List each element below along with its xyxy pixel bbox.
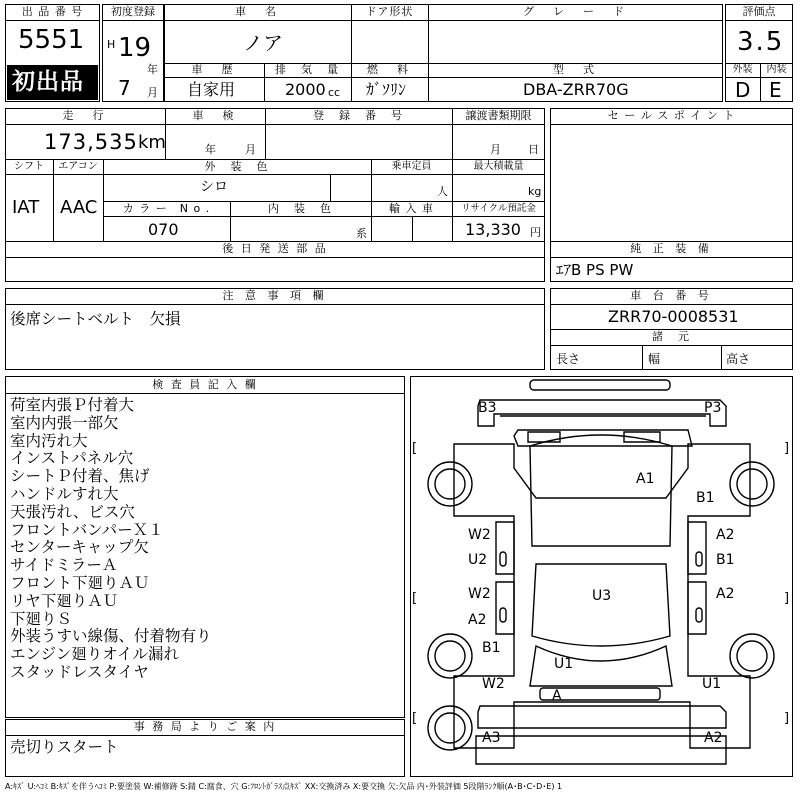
damage-mark-u1a: U1 bbox=[554, 656, 574, 672]
displacement-label: 排 気 量 bbox=[275, 63, 340, 76]
svg-text:]: ] bbox=[784, 591, 790, 606]
inspector-line: エンジン廻りオイル漏れ bbox=[10, 645, 179, 664]
damage-mark-u3: U3 bbox=[592, 588, 612, 604]
first-listing-text: 初出品 bbox=[12, 69, 84, 95]
svg-text:[: [ bbox=[412, 711, 418, 726]
first-reg-year: 19 bbox=[118, 33, 152, 63]
transfer-month-unit: 月 bbox=[490, 143, 501, 156]
interior-grade-label: 内装 bbox=[766, 64, 787, 75]
office-value: 売切りスタート bbox=[10, 738, 119, 756]
later-parts-label: 後 日 発 送 部 品 bbox=[222, 242, 328, 255]
damage-mark-u2: U2 bbox=[468, 552, 488, 568]
max-load-label: 最大積載量 bbox=[473, 161, 524, 172]
sales-point-label: セ ー ル ス ポ イ ン ト bbox=[607, 109, 736, 122]
spec-width: 幅 bbox=[648, 352, 661, 366]
damage-mark-b1c: B1 bbox=[482, 640, 501, 656]
specs-label: 諸 元 bbox=[652, 330, 691, 343]
inspector-line: サイドミラーＡ bbox=[10, 556, 118, 575]
inspector-line: リヤ下廻りＡＵ bbox=[10, 591, 119, 610]
office-label: 事 務 局 よ り ご 案 内 bbox=[133, 720, 277, 733]
shift-value: IAT bbox=[12, 197, 40, 218]
first-reg-month: 7 bbox=[118, 76, 131, 100]
sales-point-box bbox=[550, 108, 793, 242]
chassis-value: ZRR70-0008531 bbox=[608, 307, 739, 326]
damage-mark-b3: B3 bbox=[478, 400, 497, 416]
damage-mark-a1: A1 bbox=[636, 471, 655, 487]
fuel-value: ｶﾞｿﾘﾝ bbox=[366, 80, 407, 99]
era-label: H bbox=[107, 38, 116, 51]
inspector-line: インストパネル穴 bbox=[10, 449, 134, 468]
inspection-year-unit: 年 bbox=[205, 143, 216, 156]
vehicle-info-box bbox=[5, 108, 545, 242]
color-no-label: カ ラ ー N o . bbox=[122, 202, 211, 215]
inspector-line: 下廻りＳ bbox=[10, 609, 73, 628]
damage-mark-a2b: A2 bbox=[468, 612, 487, 628]
first-reg-label: 初度登録 bbox=[111, 5, 155, 18]
score-label: 評価点 bbox=[742, 5, 776, 18]
recycle-unit: 円 bbox=[530, 226, 541, 239]
max-load-unit: kg bbox=[528, 185, 542, 198]
exterior-grade-label: 外装 bbox=[732, 64, 753, 75]
damage-mark-p3: P3 bbox=[704, 400, 722, 416]
color-no-value: 070 bbox=[148, 220, 179, 239]
inspector-line: 天張汚れ、ビス穴 bbox=[10, 502, 135, 521]
inspector-line: 荷室内張Ｐ付着大 bbox=[10, 396, 135, 414]
diagram-marks bbox=[410, 376, 793, 777]
aircon-value: AAC bbox=[60, 197, 98, 218]
damage-mark-a2c: A2 bbox=[716, 586, 735, 602]
first-reg-month-unit: 月 bbox=[147, 86, 158, 99]
lot-label: 出 品 番 号 bbox=[21, 5, 84, 18]
recycle-value: 13,330 bbox=[465, 220, 521, 239]
inspector-line: ハンドルすれ大 bbox=[10, 485, 119, 503]
inspector-line: センターキャップ欠 bbox=[10, 538, 149, 557]
damage-mark-b1r: B1 bbox=[696, 490, 715, 506]
notes-label: 注 意 事 項 欄 bbox=[222, 289, 328, 302]
model-label: 型 式 bbox=[553, 63, 598, 76]
recycle-label: リサイクル預託金 bbox=[461, 203, 536, 214]
grade-label: グ レ ー ド bbox=[523, 5, 628, 18]
mileage-label: 走 行 bbox=[62, 109, 108, 122]
displacement-value: 2000 bbox=[285, 80, 326, 99]
transfer-docs-label: 譲渡書類期限 bbox=[465, 109, 532, 122]
ext-color-value: シロ bbox=[200, 179, 228, 195]
spec-height: 高さ bbox=[726, 352, 751, 366]
capacity-unit: 人 bbox=[437, 185, 448, 198]
svg-text:[: [ bbox=[412, 441, 418, 456]
damage-mark-a2a: A2 bbox=[716, 527, 735, 543]
inspection-label: 車 検 bbox=[192, 109, 238, 122]
interior-grade: E bbox=[769, 78, 782, 102]
legend: A:ｷｽﾞ U:ﾍｺﾐ B:ｷｽﾞを伴うﾍｺﾐ P:要塗装 W:補修跡 S:錆 C:腐食、穴 G:ﾌﾛﾝﾄｶﾞﾗｽ点ｷｽﾞ XX:交換済み X:要交換 欠:欠品 内･外装評価 5段階ﾗﾝｸ順(A･B･C･D･E) 1 bbox=[5, 782, 563, 791]
svg-text:[: [ bbox=[412, 591, 418, 606]
car-name: ノア bbox=[243, 31, 283, 55]
exterior-grade: D bbox=[735, 78, 751, 102]
inspector-line: 室内汚れ大 bbox=[10, 431, 88, 450]
mileage-unit: km bbox=[138, 132, 166, 153]
fuel-label: 燃 料 bbox=[367, 63, 412, 76]
svg-text:]: ] bbox=[784, 711, 790, 726]
aircon-label: エアコン bbox=[58, 161, 98, 172]
model-value: DBA-ZRR70G bbox=[523, 80, 629, 99]
inspection-month-unit: 月 bbox=[245, 143, 256, 156]
capacity-label: 乗車定員 bbox=[391, 161, 432, 172]
car-name-label: 車 名 bbox=[235, 5, 280, 18]
transfer-day-unit: 日 bbox=[528, 143, 539, 156]
damage-mark-w2a: W2 bbox=[468, 527, 491, 543]
inspector-line: 外装うすい線傷、付着物有り bbox=[10, 627, 212, 646]
mileage-value: 173,535 bbox=[44, 130, 138, 154]
spec-length: 長さ bbox=[556, 352, 581, 366]
history-value: 自家用 bbox=[187, 80, 236, 99]
damage-mark-plate: A bbox=[552, 688, 562, 704]
inspector-line: フロント下廻りＡＵ bbox=[10, 574, 150, 592]
damage-mark-w2b: W2 bbox=[468, 586, 491, 602]
damage-mark-w2c: W2 bbox=[482, 676, 505, 692]
svg-text:]: ] bbox=[784, 441, 790, 456]
inspector-line: シートＰ付着、焦げ bbox=[10, 467, 150, 486]
score-value: 3.5 bbox=[737, 27, 785, 57]
int-color-label: 内 装 色 bbox=[268, 202, 333, 215]
history-label: 車 歴 bbox=[191, 63, 237, 76]
inspector-line: スタッドレスタイヤ bbox=[10, 663, 149, 681]
first-reg-year-unit: 年 bbox=[147, 63, 158, 76]
shift-label: シフト bbox=[14, 161, 44, 172]
damage-mark-u1b: U1 bbox=[702, 676, 722, 692]
damage-mark-b1b: B1 bbox=[716, 552, 735, 568]
equipment-label: 純 正 装 備 bbox=[630, 242, 713, 255]
inspector-line: 室内内張一部欠 bbox=[10, 413, 119, 432]
int-color-unit: 系 bbox=[356, 227, 367, 240]
inspector-line: フロントバンパーＸ１ bbox=[10, 520, 164, 539]
chassis-label: 車 台 番 号 bbox=[630, 289, 713, 302]
lot-number: 5551 bbox=[18, 25, 85, 55]
ext-color-label: 外 装 色 bbox=[204, 160, 270, 173]
displacement-unit: cc bbox=[328, 86, 341, 99]
damage-mark-a3: A3 bbox=[482, 730, 501, 746]
notes-value: 後席シートベルト 欠損 bbox=[10, 310, 181, 328]
reg-number-label: 登 録 番 号 bbox=[313, 109, 404, 122]
door-label: ドア形状 bbox=[365, 5, 414, 18]
damage-mark-a2d: A2 bbox=[704, 730, 723, 746]
inspector-label: 検 査 員 記 入 欄 bbox=[152, 378, 258, 391]
equipment-value: ｴｱB PS PW bbox=[556, 261, 634, 279]
import-label: 輸 入 車 bbox=[389, 202, 434, 215]
inspector-notes bbox=[10, 396, 400, 716]
